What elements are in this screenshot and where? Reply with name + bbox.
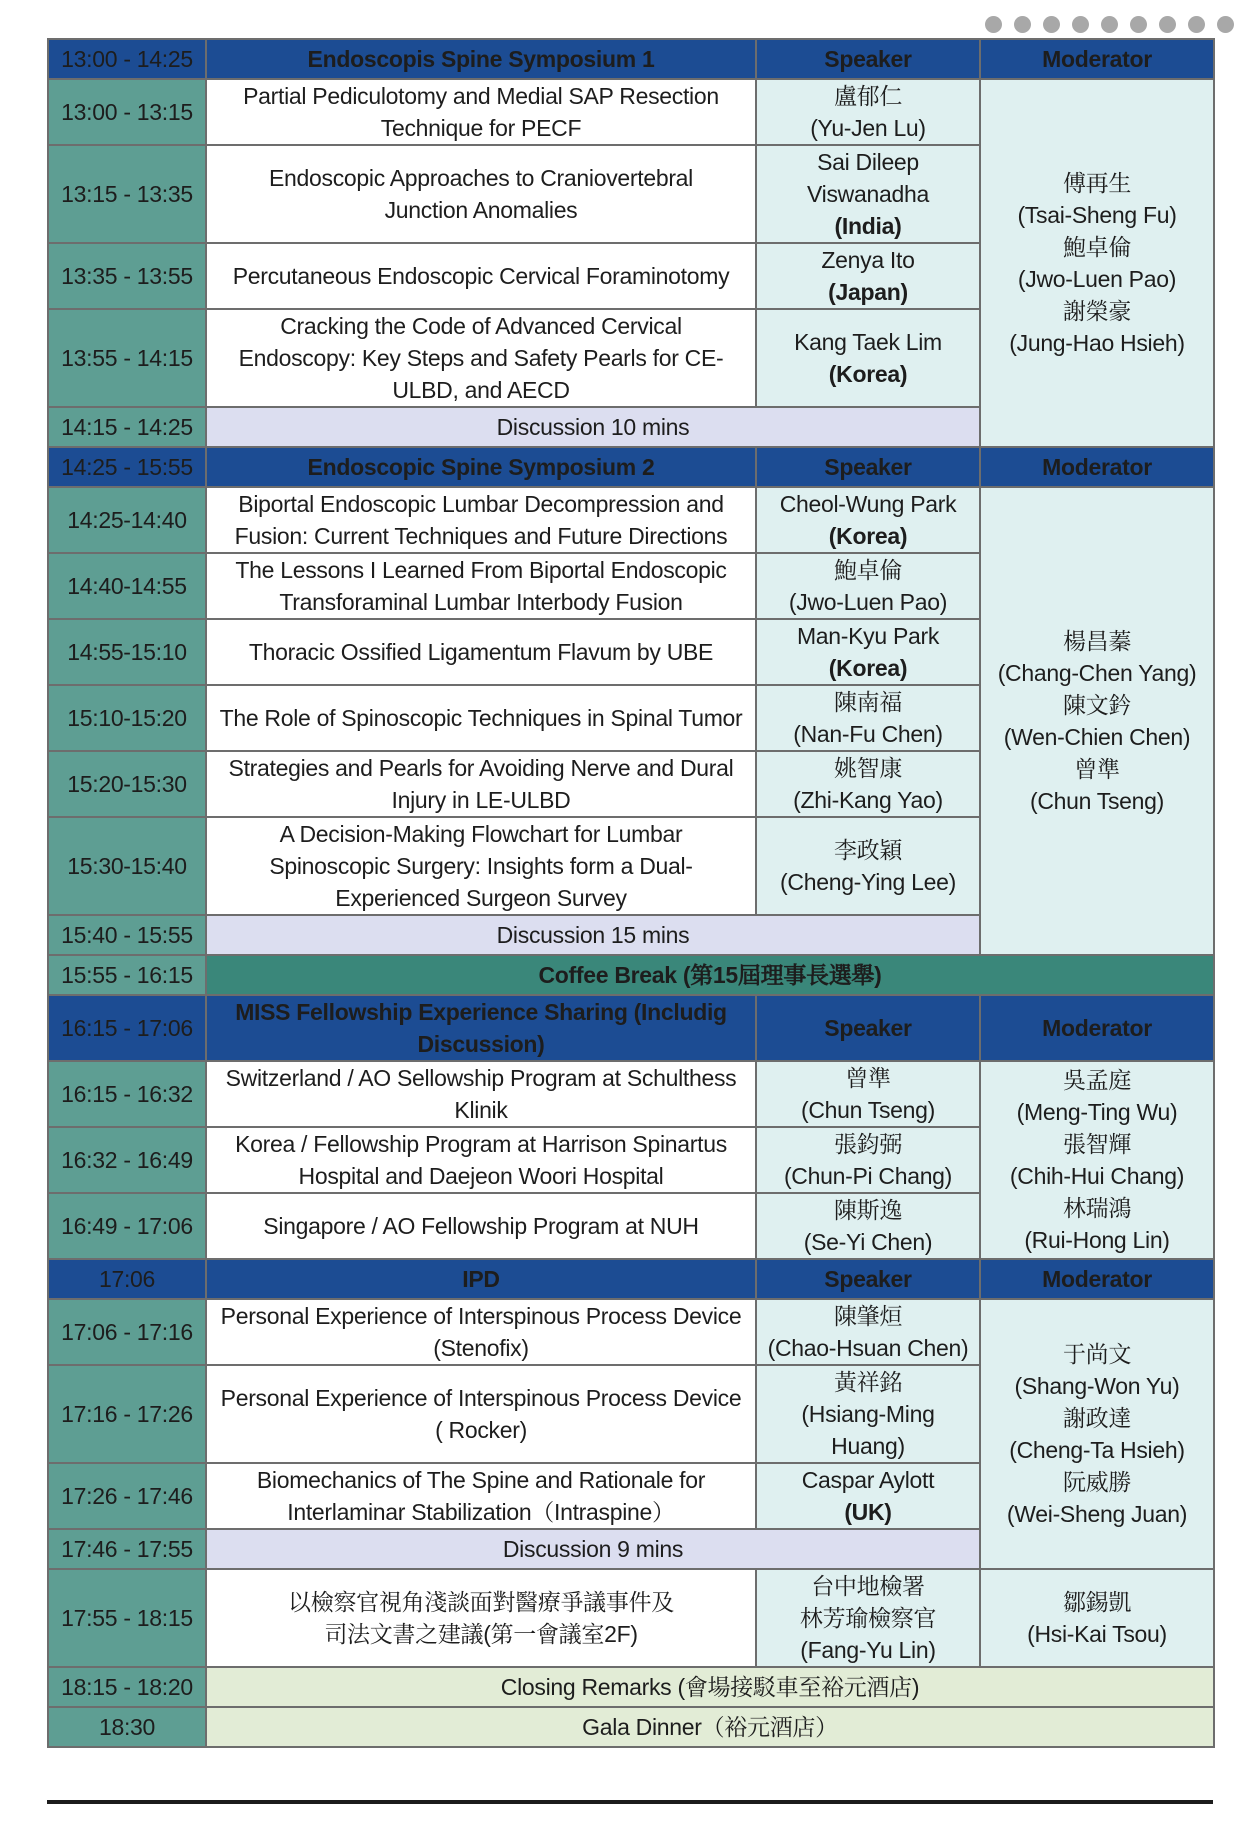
speaker-name-line: (Korea) bbox=[828, 523, 908, 549]
page-dot bbox=[1043, 16, 1060, 33]
talk-title-line: Thoracic Ossified Ligamentum Flavum by UBE bbox=[248, 639, 714, 665]
page-dot bbox=[1101, 16, 1118, 33]
session-title bbox=[206, 39, 756, 79]
talk-time: 15:30-15:40 bbox=[48, 817, 206, 915]
coffee-label: Coffee Break (第15屆理事長選舉) bbox=[206, 955, 1214, 995]
session-title-line: Discussion) bbox=[417, 1031, 545, 1057]
speaker-name bbox=[756, 751, 980, 817]
closing-label: Closing Remarks (會場接駁車至裕元酒店) bbox=[206, 1667, 1214, 1707]
talk-title-line: A Decision-Making Flowchart for Lumbar bbox=[279, 821, 683, 847]
talk-title bbox=[206, 685, 756, 751]
moderator-list bbox=[980, 1061, 1214, 1259]
talk-title-line: Biportal Endoscopic Lumbar Decompression and bbox=[238, 491, 724, 517]
speaker-name-line: 李政穎 bbox=[833, 837, 903, 863]
speaker-name-line: 盧郁仁 bbox=[833, 83, 903, 109]
moderator-list-line: (Shang-Won Yu) bbox=[1014, 1373, 1180, 1399]
table-row bbox=[48, 79, 1214, 145]
talk-title-line: Experienced Surgeon Survey bbox=[335, 885, 627, 911]
talk-time: 17:26 - 17:46 bbox=[48, 1463, 206, 1529]
talk-title-line: Klinik bbox=[454, 1097, 508, 1123]
speaker-name bbox=[756, 145, 980, 243]
talk-title-line: The Lessons I Learned From Biportal Endoscopic bbox=[235, 557, 727, 583]
speaker-name bbox=[756, 1127, 980, 1193]
page-dot bbox=[1130, 16, 1147, 33]
dinner-label: Gala Dinner（裕元酒店） bbox=[206, 1707, 1214, 1747]
moderator-list-line: 陳文鈐 bbox=[1062, 692, 1132, 718]
talk-time: 16:15 - 16:32 bbox=[48, 1061, 206, 1127]
speaker-name-line: Viswanadha bbox=[807, 181, 929, 207]
talk-title-line: Singapore / AO Fellowship Program at NUH bbox=[263, 1213, 699, 1239]
talk-time: 17:55 - 18:15 bbox=[48, 1569, 206, 1667]
talk-title-line: Transforaminal Lumbar Interbody Fusion bbox=[279, 589, 683, 615]
talk-title bbox=[206, 1569, 756, 1667]
talk-time: 13:00 - 13:15 bbox=[48, 79, 206, 145]
moderator-list-line: (Tsai-Sheng Fu) bbox=[1017, 202, 1177, 228]
speaker-name-line: (Korea) bbox=[828, 361, 908, 387]
talk-title-line: Technique for PECF bbox=[380, 115, 582, 141]
page-dot bbox=[1014, 16, 1031, 33]
speaker-name bbox=[756, 553, 980, 619]
speaker-header: Speaker bbox=[756, 1259, 980, 1299]
moderator-list-line: 阮威勝 bbox=[1062, 1469, 1132, 1495]
speaker-name-line: Cheol-Wung Park bbox=[779, 491, 957, 517]
talk-title bbox=[206, 243, 756, 309]
session-title-line: Endoscopic Spine Symposium 2 bbox=[307, 454, 655, 480]
moderator-list bbox=[980, 1299, 1214, 1569]
page-dot bbox=[1188, 16, 1205, 33]
talk-title bbox=[206, 487, 756, 553]
moderator-list-line: (Wen-Chien Chen) bbox=[1003, 724, 1191, 750]
talk-time: 15:20-15:30 bbox=[48, 751, 206, 817]
talk-title bbox=[206, 79, 756, 145]
talk-title-line: Strategies and Pearls for Avoiding Nerve and Dural bbox=[228, 755, 734, 781]
talk-title-line: Cracking the Code of Advanced Cervical bbox=[280, 313, 682, 339]
speaker-name bbox=[756, 817, 980, 915]
speaker-name-line: (Jwo-Luen Pao) bbox=[788, 589, 948, 615]
speaker-name-line: (Fang-Yu Lin) bbox=[800, 1637, 936, 1663]
moderator-header: Moderator bbox=[980, 995, 1214, 1061]
moderator-list-line: 張智輝 bbox=[1062, 1131, 1132, 1157]
page-dot bbox=[1072, 16, 1089, 33]
moderator-list-line: 吳孟庭 bbox=[1062, 1067, 1132, 1093]
speaker-name-line: (Chun-Pi Chang) bbox=[783, 1163, 953, 1189]
talk-title bbox=[206, 817, 756, 915]
talk-title-line: Endoscopy: Key Steps and Safety Pearls for CE- bbox=[238, 345, 724, 371]
session-header-row bbox=[48, 447, 1214, 487]
session-time: 16:15 - 17:06 bbox=[48, 995, 206, 1061]
speaker-name-line: (UK) bbox=[844, 1499, 892, 1525]
session-title bbox=[206, 1259, 756, 1299]
talk-title-line: Fusion: Current Techniques and Future Directions bbox=[234, 523, 728, 549]
talk-title-line: (Stenofix) bbox=[433, 1335, 529, 1361]
speaker-name-line: 陳南福 bbox=[833, 689, 903, 715]
speaker-name-line: 陳斯逸 bbox=[833, 1197, 903, 1223]
speaker-name-line: 姚智康 bbox=[833, 755, 903, 781]
talk-title bbox=[206, 1365, 756, 1463]
speaker-header: Speaker bbox=[756, 995, 980, 1061]
moderator-list-line: 林瑞鴻 bbox=[1062, 1195, 1132, 1221]
talk-title-line: Personal Experience of Interspinous Process Device bbox=[220, 1303, 742, 1329]
speaker-name-line: Zenya Ito bbox=[821, 247, 915, 273]
talk-title bbox=[206, 619, 756, 685]
speaker-name-line: (Japan) bbox=[828, 279, 908, 305]
talk-title-line: Junction Anomalies bbox=[384, 197, 578, 223]
session-time: 13:00 - 14:25 bbox=[48, 39, 206, 79]
talk-title-line: 以檢察官視角淺談面對醫療爭議事件及 bbox=[288, 1589, 674, 1615]
speaker-name bbox=[756, 309, 980, 407]
discussion-time: 17:46 - 17:55 bbox=[48, 1529, 206, 1569]
moderator-list-line: 謝政達 bbox=[1062, 1405, 1132, 1431]
speaker-name-line: Caspar Aylott bbox=[801, 1467, 935, 1493]
page-indicator-dots bbox=[973, 16, 1234, 36]
bottom-rule bbox=[47, 1800, 1213, 1804]
speaker-name bbox=[756, 1299, 980, 1365]
talk-title-line: Hospital and Daejeon Woori Hospital bbox=[298, 1163, 664, 1189]
discussion-time: 15:40 - 15:55 bbox=[48, 915, 206, 955]
moderator-list-line: (Chang-Chen Yang) bbox=[997, 660, 1197, 686]
moderator-list-line: 鮑卓倫 bbox=[1062, 234, 1132, 260]
session-title-line: IPD bbox=[462, 1266, 500, 1292]
moderator-list-line: 曾準 bbox=[1074, 756, 1120, 782]
speaker-name-line: (Korea) bbox=[828, 655, 908, 681]
session-title bbox=[206, 995, 756, 1061]
talk-title bbox=[206, 145, 756, 243]
speaker-name bbox=[756, 1193, 980, 1259]
closing-time: 18:15 - 18:20 bbox=[48, 1667, 206, 1707]
session-title-line: Endoscopis Spine Symposium 1 bbox=[307, 46, 655, 72]
table-row bbox=[48, 487, 1214, 553]
dinner-time: 18:30 bbox=[48, 1707, 206, 1747]
talk-time: 14:55-15:10 bbox=[48, 619, 206, 685]
talk-title bbox=[206, 1127, 756, 1193]
prosecutor-talk-row bbox=[48, 1569, 1214, 1667]
moderator-list-line: (Jung-Hao Hsieh) bbox=[1009, 330, 1185, 356]
speaker-name bbox=[756, 79, 980, 145]
discussion-label: Discussion 9 mins bbox=[206, 1529, 980, 1569]
speaker-name bbox=[756, 487, 980, 553]
discussion-time: 14:15 - 14:25 bbox=[48, 407, 206, 447]
talk-time: 13:35 - 13:55 bbox=[48, 243, 206, 309]
moderator-header: Moderator bbox=[980, 447, 1214, 487]
session-title bbox=[206, 447, 756, 487]
moderator-list-line: 楊昌蓁 bbox=[1062, 628, 1132, 654]
speaker-name bbox=[756, 243, 980, 309]
talk-title bbox=[206, 1463, 756, 1529]
speaker-name-line: (Se-Yi Chen) bbox=[803, 1229, 933, 1255]
talk-title-line: 司法文書之建議(第一會議室2F) bbox=[324, 1621, 638, 1647]
talk-title-line: Injury in LE-ULBD bbox=[391, 787, 571, 813]
speaker-name-line: (Yu-Jen Lu) bbox=[810, 115, 926, 141]
speaker-name-line: 林芳瑜檢察官 bbox=[799, 1605, 937, 1631]
talk-title-line: Biomechanics of The Spine and Rationale for bbox=[256, 1467, 706, 1493]
speaker-name-line: (Zhi-Kang Yao) bbox=[793, 787, 943, 813]
session-time: 14:25 - 15:55 bbox=[48, 447, 206, 487]
moderator-list-line: (Jwo-Luen Pao) bbox=[1017, 266, 1177, 292]
talk-title bbox=[206, 1193, 756, 1259]
moderator-list-line: (Hsi-Kai Tsou) bbox=[1027, 1621, 1167, 1647]
page-dot bbox=[985, 16, 1002, 33]
session-header-row bbox=[48, 39, 1214, 79]
moderator-list-line: 傅再生 bbox=[1062, 170, 1132, 196]
talk-title bbox=[206, 1299, 756, 1365]
talk-title-line: Partial Pediculotomy and Medial SAP Resection bbox=[243, 83, 719, 109]
speaker-name-line: 陳肇烜 bbox=[833, 1303, 903, 1329]
talk-title-line: Interlaminar Stabilization（Intraspine） bbox=[287, 1499, 675, 1525]
moderator-list-line: (Chih-Hui Chang) bbox=[1009, 1163, 1185, 1189]
speaker-name-line: (India) bbox=[834, 213, 902, 239]
table-row bbox=[48, 1299, 1214, 1365]
session-header-row bbox=[48, 995, 1214, 1061]
coffee-time: 15:55 - 16:15 bbox=[48, 955, 206, 995]
talk-title-line: Switzerland / AO Sellowship Program at Schulthess bbox=[225, 1065, 737, 1091]
speaker-name bbox=[756, 685, 980, 751]
talk-title-line: ( Rocker) bbox=[435, 1417, 527, 1443]
moderator-list bbox=[980, 79, 1214, 447]
table-row bbox=[48, 1061, 1214, 1127]
speaker-name-line: (Hsiang-Ming Huang) bbox=[801, 1401, 935, 1459]
speaker-name bbox=[756, 619, 980, 685]
talk-title bbox=[206, 1061, 756, 1127]
moderator-list-line: (Cheng-Ta Hsieh) bbox=[1009, 1437, 1185, 1463]
moderator-list-line: 謝榮豪 bbox=[1062, 298, 1132, 324]
speaker-name-line: Kang Taek Lim bbox=[794, 329, 942, 355]
speaker-header: Speaker bbox=[756, 447, 980, 487]
talk-title-line: ULBD, and AECD bbox=[392, 377, 570, 403]
talk-time: 16:32 - 16:49 bbox=[48, 1127, 206, 1193]
discussion-label: Discussion 10 mins bbox=[206, 407, 980, 447]
talk-time: 17:16 - 17:26 bbox=[48, 1365, 206, 1463]
speaker-name-line: (Nan-Fu Chen) bbox=[793, 721, 943, 747]
page-dot bbox=[1159, 16, 1176, 33]
speaker-name-line: (Cheng-Ying Lee) bbox=[780, 869, 956, 895]
talk-title-line: Percutaneous Endoscopic Cervical Foraminotomy bbox=[232, 263, 730, 289]
session-title-line: MISS Fellowship Experience Sharing (Includig bbox=[235, 999, 727, 1025]
speaker-name-line: (Chao-Hsuan Chen) bbox=[767, 1335, 969, 1361]
moderator-list-line: (Meng-Ting Wu) bbox=[1016, 1099, 1178, 1125]
talk-time: 14:40-14:55 bbox=[48, 553, 206, 619]
coffee-break-row bbox=[48, 955, 1214, 995]
moderator-list-line: (Chun Tseng) bbox=[1029, 788, 1165, 814]
speaker-name-line: (Chun Tseng) bbox=[800, 1097, 936, 1123]
speaker-name-line: 曾準 bbox=[845, 1065, 891, 1091]
session-time: 17:06 bbox=[48, 1259, 206, 1299]
moderator-list bbox=[980, 487, 1214, 955]
talk-title bbox=[206, 553, 756, 619]
speaker-name-line: 黃祥銘 bbox=[833, 1369, 903, 1395]
moderator-list bbox=[980, 1569, 1214, 1667]
speaker-header: Speaker bbox=[756, 39, 980, 79]
speaker-name-line: Sai Dileep bbox=[817, 149, 919, 175]
gala-dinner-row bbox=[48, 1707, 1214, 1747]
discussion-label: Discussion 15 mins bbox=[206, 915, 980, 955]
speaker-name bbox=[756, 1061, 980, 1127]
moderator-list-line: 于尚文 bbox=[1062, 1341, 1132, 1367]
moderator-header: Moderator bbox=[980, 39, 1214, 79]
talk-time: 13:15 - 13:35 bbox=[48, 145, 206, 243]
speaker-name bbox=[756, 1463, 980, 1529]
talk-time: 17:06 - 17:16 bbox=[48, 1299, 206, 1365]
talk-title bbox=[206, 309, 756, 407]
talk-title-line: Endoscopic Approaches to Craniovertebral bbox=[269, 165, 693, 191]
talk-title bbox=[206, 751, 756, 817]
talk-time: 15:10-15:20 bbox=[48, 685, 206, 751]
speaker-name-line: 鮑卓倫 bbox=[833, 557, 903, 583]
talk-time: 13:55 - 14:15 bbox=[48, 309, 206, 407]
closing-remarks-row bbox=[48, 1667, 1214, 1707]
talk-time: 16:49 - 17:06 bbox=[48, 1193, 206, 1259]
talk-title-line: The Role of Spinoscopic Techniques in Spinal Tumor bbox=[219, 705, 743, 731]
moderator-list-line: (Wei-Sheng Juan) bbox=[1006, 1501, 1188, 1527]
page-dot bbox=[1217, 16, 1234, 33]
schedule-table bbox=[47, 38, 1215, 1748]
moderator-list-line: 鄒錫凱 bbox=[1062, 1589, 1132, 1615]
speaker-name bbox=[756, 1569, 980, 1667]
talk-time: 14:25-14:40 bbox=[48, 487, 206, 553]
talk-title-line: Personal Experience of Interspinous Process Device bbox=[220, 1385, 742, 1411]
moderator-header: Moderator bbox=[980, 1259, 1214, 1299]
talk-title-line: Spinoscopic Surgery: Insights form a Dual- bbox=[269, 853, 693, 879]
speaker-name-line: Man-Kyu Park bbox=[796, 623, 940, 649]
moderator-list-line: (Rui-Hong Lin) bbox=[1024, 1227, 1170, 1253]
talk-title-line: Korea / Fellowship Program at Harrison Spinartus bbox=[235, 1131, 727, 1157]
speaker-name bbox=[756, 1365, 980, 1463]
speaker-name-line: 台中地檢署 bbox=[811, 1573, 925, 1599]
speaker-name-line: 張鈞弼 bbox=[833, 1131, 903, 1157]
session-header-row bbox=[48, 1259, 1214, 1299]
